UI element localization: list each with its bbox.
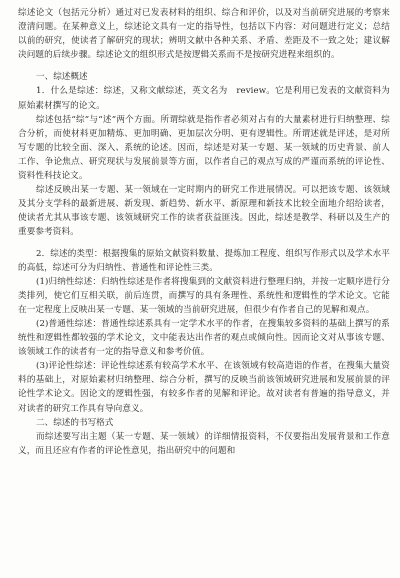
significance-paragraph: 综述反映出某一专题、某一领域在一定时期内的研究工作进展情况。可以把该专题、该领域及其分支学科的最新进展、新发现、新趋势、新水平、新原理和新技术比较全面地介绍给读者，使读者尤其从事该专题、该领域研究工作的读者获益匪浅。因此，综述是教学、科研以及生产的重要参考资料。 — [18, 185, 390, 238]
section-heading-overview: 一、综述概述 — [36, 72, 88, 83]
intro-paragraph: 综述论文（包括元分析）通过对已发表材料的组织、综合和评价，以及对当前研究进展的考察来澄清问题。在某种意义上，综述论文具有一定的指导性，包括以下内容：对问题进行定义；总结以前的研究，使读者了解研究的现状；辨明文献中各种关系、矛盾、差距及不一致之处；建议解决问题的后续步骤。综述论文的组织形式是按逻辑关系而不是按研究进程来组织的。 — [18, 8, 390, 61]
format-paragraph: 而综述要写出主题（某一专题、某一领域）的详细情报资料，不仅要指出发展背景和工作意义，而且还应有作者的评论性意见，指出研究中的问题和 — [18, 431, 390, 456]
section-heading-format: 二、综述的书写格式 — [36, 417, 114, 428]
spacer — [18, 240, 390, 247]
types-paragraph: 2．综述的类型：根据搜集的原始文献资料数量、提炼加工程度、组织写作形式以及学术水平的高低，综述可分为归纳性、普通性和评论性三类。 — [18, 248, 390, 273]
general-review-paragraph: (2)普通性综述：普通性综述系具有一定学术水平的作者，在搜集较多资料的基础上撰写的系统性和逻辑性都较强的学术论文，文中能表达出作者的观点或倾向性。因而论文对从事该专题、该领域工作的读者有一定的指导意义和参考价值。 — [18, 318, 390, 358]
inductive-review-paragraph: (1)归纳性综述：归纳性综述是作者将搜集到的文献资料进行整理归纳，并按一定顺序进行分类排列，使它们互相关联，前后连贯，而撰写的具有条理性、系统性和逻辑性的学术论文。它能在一定程度上反映出某一专题、某一领域的当前研究进展，但很少有作者自己的见解和观点。 — [18, 276, 390, 315]
definition-paragraph: 1．什么是综述：综述，又称文献综述，英文名为 review。它是利用已发表的文献资料为原始素材撰写的论文。 — [18, 86, 390, 111]
composition-paragraph: 综述包括“综”与“述”两个方面。所谓综就是指作者必须对占有的大量素材进行归纳整理、综合分析，而使材料更加精炼、更加明确、更加层次分明、更有逻辑性。所谓述就是评述，是对所写专题的比较全面、深入、系统的论述。因而，综述是对某一专题、某一领域的历史背景、前人工作、争论焦点、研究现状与发展前景等方面，以作者自己的观点写成的严谨而系统的评论性、资料性科技论文。 — [18, 114, 390, 182]
spacer — [18, 62, 390, 70]
critical-review-paragraph: (3)评论性综述：评论性综述系有较高学术水平、在该领域有较高造诣的作者，在搜集大量资料的基础上，对原始素材归纳整理、综合分析，撰写的反映当前该领域研究进展和发展前景的评论性学术论文。因论文的逻辑性强，有较多作者的见解和评论。故对读者有普遍的指导意义，并对读者的研究工作具有导向意义。 — [18, 361, 390, 414]
